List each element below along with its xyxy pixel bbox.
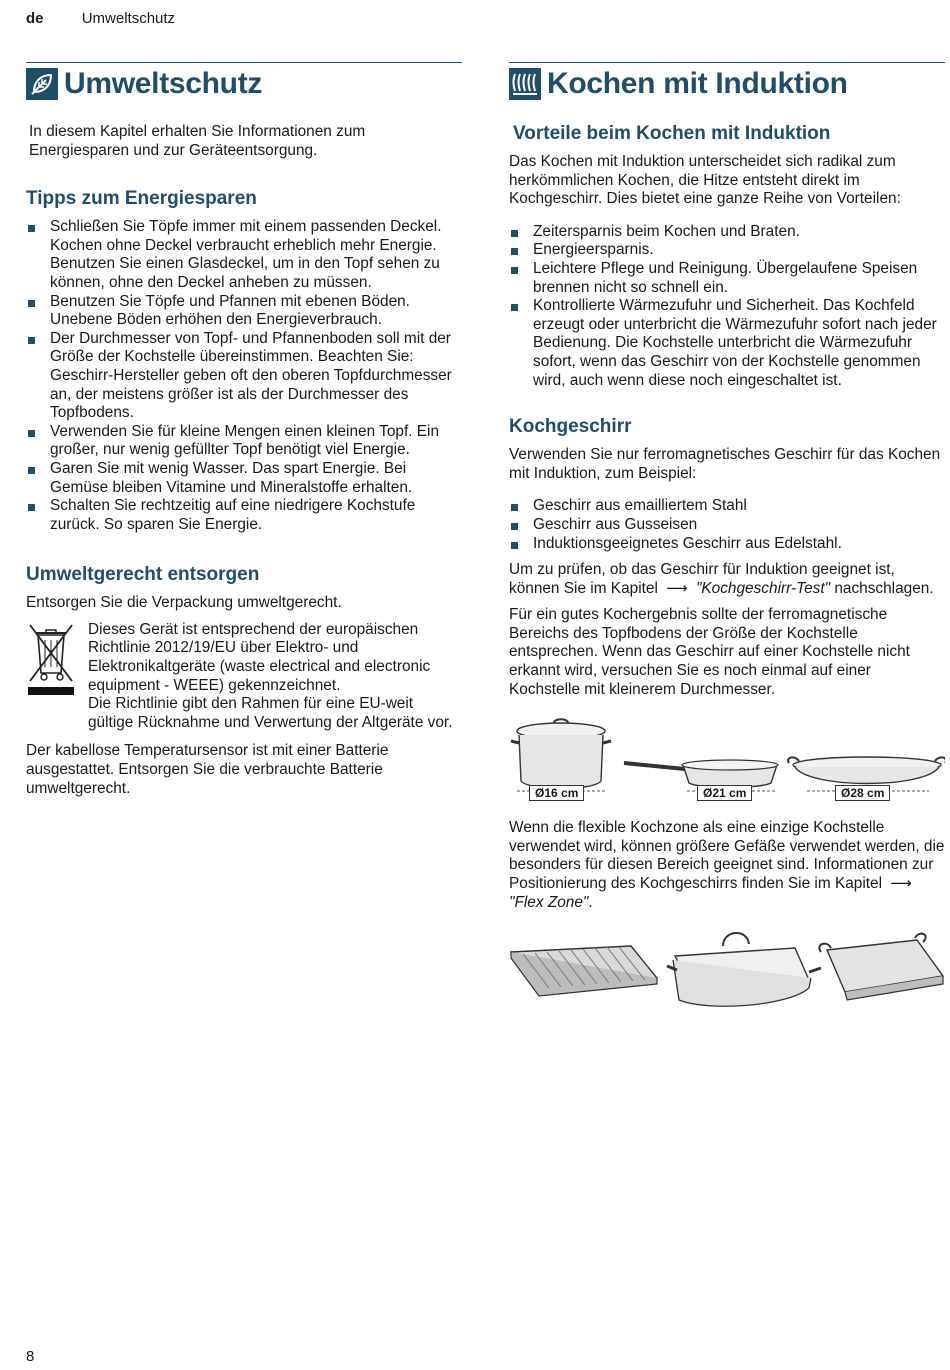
header-title: Umweltschutz <box>81 10 176 27</box>
chapter-link-kochgeschirr-test[interactable]: "Kochgeschirr-Test" <box>695 579 831 597</box>
weee-text: Dieses Gerät ist entsprechend der europäischen Richtlinie 2012/19/EU über Elektro- und Elektronikaltgeräte (waste electrical and electronic equipment - WEEE) gekennzeichnet. <box>88 620 431 694</box>
list-item: Geschirr aus emailliertem Stahl <box>509 497 945 516</box>
intro-text: In diesem Kapitel erhalten Sie Informationen zum Energiesparen und zur Geräteentsorgung. <box>29 123 366 159</box>
list-item: Geschirr aus Gusseisen <box>509 516 945 535</box>
advantages-heading: Vorteile beim Kochen mit Induktion <box>513 123 831 144</box>
arrow-right-icon: ⟶ <box>666 579 688 597</box>
section-heading-umweltschutz <box>26 62 462 101</box>
page-header <box>26 10 175 27</box>
list-item: Leichtere Pflege und Reinigung. Übergelaufene Speisen brennen nicht so schnell ein. <box>509 260 945 297</box>
list-item: Der Durchmesser von Topf- und Pfannenboden soll mit der Größe der Kochstelle übereinstimmen. Beachten Sie: Geschirr-Hersteller geben oft den oberen Topfdurchmesser an, der meistens größer ist als der Durchmesser des Topfbodens. <box>26 330 462 423</box>
section-title: Kochen mit Induktion <box>547 67 848 100</box>
page-title: Umweltschutz <box>64 67 263 100</box>
dispose-intro: Entsorgen Sie die Verpackung umweltgerecht. <box>26 594 342 612</box>
size-label-28: Ø28 cm <box>835 785 890 801</box>
cookware-list <box>509 497 945 553</box>
language-code: de <box>26 10 44 27</box>
list-item: Energieersparnis. <box>509 241 945 260</box>
check-text: Um zu prüfen, ob das Geschirr für Induktion geeignet ist, können Sie im Kapitel ⟶ "Kochgeschirr-Test" nachschlagen. <box>509 561 934 597</box>
dispose-heading: Umweltgerecht entsorgen <box>26 564 260 586</box>
leaf-icon <box>26 68 58 100</box>
list-item: Kontrollierte Wärmezufuhr und Sicherheit. Das Kochfeld erzeugt oder unterbricht die Wärmezufuhr sofort nach jeder Bedienung. Die Kochstelle unterbricht die Wärmezufuhr sofort, wenn das Geschirr von der Kochstelle genommen wird, auch wenn diese noch eingeschaltet ist. <box>509 297 945 390</box>
pot-sizes-illustration <box>509 715 945 807</box>
list-item: Benutzen Sie Töpfe und Pfannen mit ebenen Böden. Unebene Böden erhöhen den Energieverbrauch. <box>26 293 462 330</box>
list-item: Zeitersparnis beim Kochen und Braten. <box>509 223 945 242</box>
list-item: Garen Sie mit wenig Wasser. Das spart Energie. Bei Gemüse bleiben Vitamine und Mineralstoffe erhalten. <box>26 460 462 497</box>
tips-list <box>26 218 462 534</box>
tips-heading: Tipps zum Energiesparen <box>26 188 257 210</box>
battery-text: Der kabellose Temperatursensor ist mit einer Batterie ausgestattet. Entsorgen Sie die verbrauchte Batterie umweltgerecht. <box>26 742 389 797</box>
arrow-right-icon: ⟶ <box>890 875 912 893</box>
section-heading-induktion <box>509 62 945 101</box>
list-item: Verwenden Sie für kleine Mengen einen kleinen Topf. Ein großer, nur wenig gefüllter Topf benötigt viel Energie. <box>26 423 462 460</box>
weee-bin-icon <box>26 621 88 733</box>
induction-coil-icon <box>509 68 541 100</box>
advantages-intro: Das Kochen mit Induktion unterscheidet sich radikal zum herkömmlichen Kochen, die Hitze entsteht direkt im Kochgeschirr. Dies bietet eine ganze Reihe von Vorteilen: <box>509 153 901 208</box>
result-text: Für ein gutes Kochergebnis sollte der ferromagnetische Bereichs des Topfbodens der Größe der Kochstelle entsprechen. Wenn das Geschirr auf einer Kochstelle nicht erkannt wird, versuchen Sie es noch einmal auf einer Kochstelle mit kleinerem Durchmesser. <box>509 606 910 698</box>
right-column <box>509 62 945 1030</box>
advantages-list <box>509 223 945 390</box>
weee-block <box>26 621 462 733</box>
chapter-link-flex-zone[interactable]: "Flex Zone" <box>509 893 589 911</box>
cookware-intro: Verwenden Sie nur ferromagnetisches Geschirr für das Kochen mit Induktion, zum Beispiel: <box>509 446 941 482</box>
list-item: Induktionsgeeignetes Geschirr aus Edelstahl. <box>509 535 945 554</box>
large-cookware-illustration <box>509 926 945 1016</box>
left-column <box>26 62 462 806</box>
weee-directive-text: Die Richtlinie gibt den Rahmen für eine EU-weit gültige Rücknahme und Verwertung der Altgeräte vor. <box>88 695 453 731</box>
flex-text: Wenn die flexible Kochzone als eine einzige Kochstelle verwendet wird, können größere Gefäße verwendet werden, die besonders für diesen Bereich geeignet sind. Informationen zur Positionierung des Kochgeschirrs finden Sie im Kapitel ⟶ "Flex Zone". <box>509 819 945 911</box>
size-label-21: Ø21 cm <box>697 785 752 801</box>
list-item: Schalten Sie rechtzeitig auf eine niedrigere Kochstufe zurück. So sparen Sie Energie. <box>26 497 462 534</box>
list-item: Schließen Sie Töpfe immer mit einem passenden Deckel. Kochen ohne Deckel verbraucht erheblich mehr Energie. Benutzen Sie einen Glasdeckel, um in den Topf sehen zu können, ohne den Deckel anheben zu müssen. <box>26 218 462 292</box>
page-number: 8 <box>26 1348 35 1365</box>
size-label-16: Ø16 cm <box>529 785 584 801</box>
cookware-heading: Kochgeschirr <box>509 416 632 438</box>
